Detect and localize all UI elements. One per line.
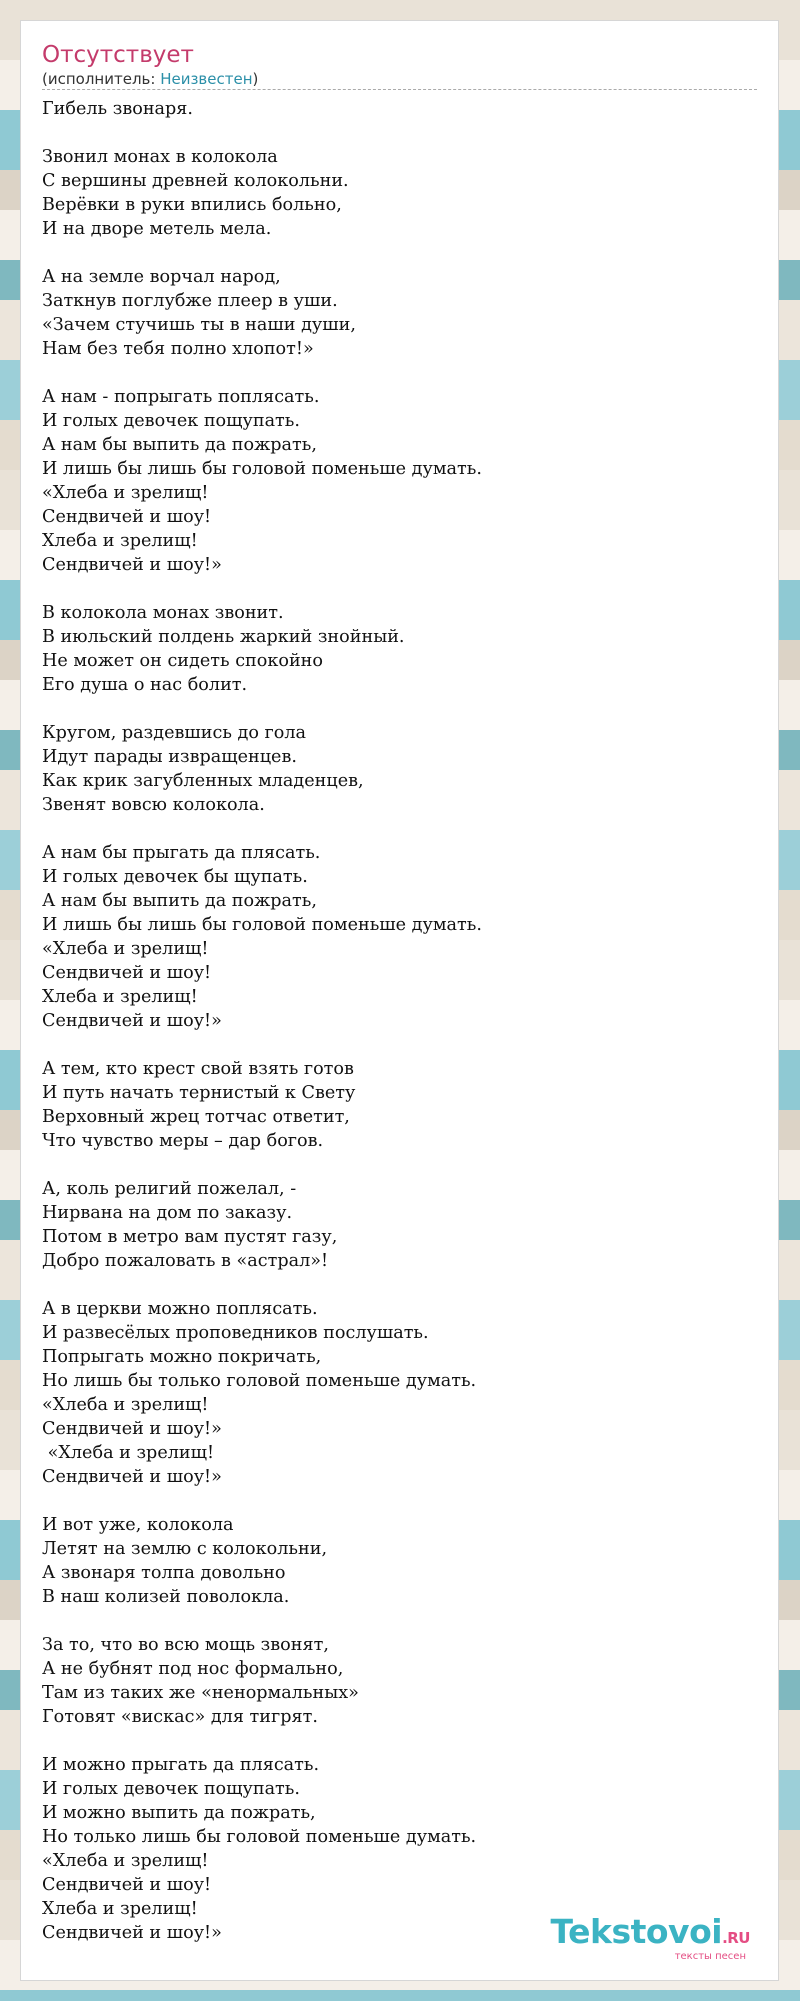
lyric-line: Готовят «вискас» для тигрят. — [42, 1707, 318, 1727]
lyric-line: В июльский полдень жаркий знойный. — [42, 627, 405, 647]
performer-suffix: ) — [252, 70, 259, 88]
lyric-line: И развесёлых проповедников послушать. — [42, 1323, 429, 1343]
lyric-line: А, коль религий пожелал, - — [42, 1179, 297, 1199]
lyric-line: За то, что во всю мощь звонят, — [42, 1635, 329, 1655]
lyric-line: В наш колизей поволокла. — [42, 1587, 290, 1607]
lyric-line: А не бубнят под нос формально, — [42, 1659, 344, 1679]
lyric-line: «Хлеба и зрелищ! — [42, 1395, 209, 1415]
lyric-line: Добро пожаловать в «астрал»! — [42, 1251, 329, 1271]
lyric-line: Попрыгать можно покричать, — [42, 1347, 322, 1367]
lyric-line: «Хлеба и зрелищ! — [42, 1851, 209, 1871]
lyric-line: И путь начать тернистый к Свету — [42, 1083, 356, 1103]
lyric-line: И лишь бы лишь бы головой поменьше думать. — [42, 915, 482, 935]
lyric-line: И вот уже, колокола — [42, 1515, 234, 1535]
lyric-line: Хлеба и зрелищ! — [42, 531, 198, 551]
lyric-line: Как крик загубленных младенцев, — [42, 771, 364, 791]
stanza-break — [42, 1609, 757, 1633]
lyric-line: И лишь бы лишь бы головой поменьше думать. — [42, 459, 482, 479]
performer-prefix: (исполнитель: — [42, 70, 161, 88]
lyric-line: А нам бы выпить да пожрать, — [42, 435, 317, 455]
lyric-line: Верёвки в руки впились больно, — [42, 195, 342, 215]
stanza-break — [42, 1489, 757, 1513]
lyric-line: А нам - попрыгать поплясать. — [42, 387, 320, 407]
lyric-line: Сендвичей и шоу! — [42, 1875, 212, 1895]
lyric-line: А нам бы прыгать да плясать. — [42, 843, 321, 863]
lyric-line: И можно выпить да пожрать, — [42, 1803, 316, 1823]
lyric-line: Что чувство меры – дар богов. — [42, 1131, 324, 1151]
lyric-line: И голых девочек бы щупать. — [42, 867, 308, 887]
lyric-line: Заткнув поглубже плеер в уши. — [42, 291, 338, 311]
logo-tld: .RU — [722, 1929, 750, 1947]
lyric-line: Сендвичей и шоу!» — [42, 1467, 222, 1487]
lyric-line: Не может он сидеть спокойно — [42, 651, 323, 671]
stanza-break — [42, 817, 757, 841]
lyric-line: А на земле ворчал народ, — [42, 267, 281, 287]
lyric-line: Сендвичей и шоу! — [42, 963, 212, 983]
lyric-line: А тем, кто крест свой взять готов — [42, 1059, 354, 1079]
lyric-line: Звенят вовсю колокола. — [42, 795, 265, 815]
lyric-line: В колокола монах звонит. — [42, 603, 284, 623]
lyric-line: Хлеба и зрелищ! — [42, 1899, 198, 1919]
lyric-line: Верховный жрец тотчас ответит, — [42, 1107, 350, 1127]
lyric-line: Потом в метро вам пустят газу, — [42, 1227, 338, 1247]
lyric-line: Кругом, раздевшись до гола — [42, 723, 307, 743]
lyric-line: Летят на землю с колокольни, — [42, 1539, 328, 1559]
lyric-line: Звонил монах в колокола — [42, 147, 278, 167]
lyric-line: И можно прыгать да плясать. — [42, 1755, 320, 1775]
song-title: Отсутствует — [42, 42, 194, 68]
lyric-line: Гибель звонаря. — [42, 99, 193, 119]
lyric-line: Нирвана на дом по заказу. — [42, 1203, 293, 1223]
lyric-line: И на дворе метель мела. — [42, 219, 272, 239]
lyric-line: Сендвичей и шоу!» — [42, 1419, 222, 1439]
lyric-line: А нам бы выпить да пожрать, — [42, 891, 317, 911]
lyric-line: С вершины древней колокольни. — [42, 171, 349, 191]
stanza-break — [42, 241, 757, 265]
lyric-line: «Хлеба и зрелищ! — [42, 483, 209, 503]
logo-tagline: тексты песен — [674, 1951, 746, 1962]
performer-line — [42, 69, 757, 90]
stanza-break — [42, 361, 757, 385]
lyric-line: Но только лишь бы головой поменьше думать. — [42, 1827, 477, 1847]
stanza-break — [42, 577, 757, 601]
lyric-line: Там из таких же «ненормальных» — [42, 1683, 359, 1703]
logo-name: Tekstovoi — [550, 1912, 723, 1951]
lyric-line: «Хлеба и зрелищ! — [42, 1443, 215, 1463]
lyric-line: Хлеба и зрелищ! — [42, 987, 198, 1007]
lyric-line: Нам без тебя полно хлопот!» — [42, 339, 314, 359]
stanza-break — [42, 1729, 757, 1753]
performer-link[interactable]: Неизвестен — [160, 70, 253, 88]
lyric-line: И голых девочек пощупать. — [42, 411, 300, 431]
lyric-line: Сендвичей и шоу!» — [42, 1011, 222, 1031]
lyric-line: Сендвичей и шоу! — [42, 507, 212, 527]
stanza-break — [42, 1153, 757, 1177]
stanza-break — [42, 697, 757, 721]
lyrics-card — [21, 21, 778, 1980]
lyric-line: И голых девочек пощупать. — [42, 1779, 300, 1799]
lyric-line: Но лишь бы только головой поменьше думать. — [42, 1371, 477, 1391]
stanza-break — [42, 1273, 757, 1297]
lyric-line: А в церкви можно поплясать. — [42, 1299, 318, 1319]
lyric-line: Идут парады извращенцев. — [42, 747, 297, 767]
site-logo[interactable] — [550, 1912, 750, 1962]
lyric-line: Сендвичей и шоу!» — [42, 555, 222, 575]
lyrics-text — [42, 97, 757, 1945]
lyric-line: Сендвичей и шоу!» — [42, 1923, 222, 1943]
lyric-line: Его душа о нас болит. — [42, 675, 248, 695]
lyric-line: А звонаря толпа довольно — [42, 1563, 286, 1583]
stanza-break — [42, 1033, 757, 1057]
lyric-line: «Хлеба и зрелищ! — [42, 939, 209, 959]
lyric-line: «Зачем стучишь ты в наши души, — [42, 315, 356, 335]
stanza-break — [42, 121, 757, 145]
